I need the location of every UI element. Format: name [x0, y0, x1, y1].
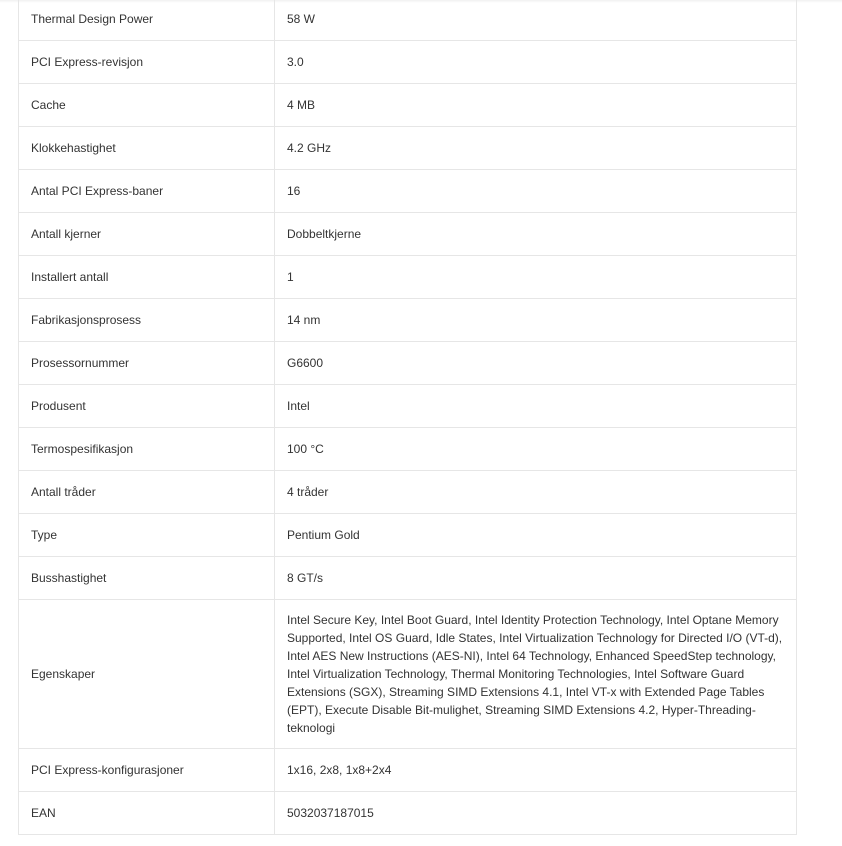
spec-value: 3.0	[275, 41, 797, 84]
spec-value: 4.2 GHz	[275, 127, 797, 170]
spec-label: Termospesifikasjon	[19, 428, 275, 471]
spec-row-ean	[19, 792, 797, 835]
spec-value: 1x16, 2x8, 1x8+2x4	[275, 749, 797, 792]
spec-row-processor-number	[19, 342, 797, 385]
spec-row-manufacturer	[19, 385, 797, 428]
spec-row-clock-speed	[19, 127, 797, 170]
spec-value: Intel	[275, 385, 797, 428]
spec-row-features	[19, 600, 797, 749]
spec-label: Antall tråder	[19, 471, 275, 514]
spec-label: Produsent	[19, 385, 275, 428]
spec-row-pci-express-revision	[19, 41, 797, 84]
spec-row-pci-express-configurations	[19, 749, 797, 792]
spec-value: 5032037187015	[275, 792, 797, 835]
spec-label: Cache	[19, 84, 275, 127]
spec-value: Intel Secure Key, Intel Boot Guard, Intel Identity Protection Technology, Intel Optane Memory Supported, Intel OS Guard, Idle States, Intel Virtualization Technology for Directed I/O (VT-d), Intel AES New Instructions (AES-NI), Intel 64 Technology, Enhanced SpeedStep technology, Intel Virtualization Technology, Thermal Monitoring Technologies, Intel Software Guard Extensions (SGX), Streaming SIMD Extensions 4.1, Intel VT-x with Extended Page Tables (EPT), Execute Disable Bit-mulighet, Streaming SIMD Extensions 4.2, Hyper-Threading-teknologi	[275, 600, 797, 749]
spec-row-bus-speed	[19, 557, 797, 600]
spec-label: Egenskaper	[19, 600, 275, 749]
specifications-table	[18, 0, 797, 835]
spec-label: PCI Express-revisjon	[19, 41, 275, 84]
spec-row-threads	[19, 471, 797, 514]
spec-label: Antal PCI Express-baner	[19, 170, 275, 213]
spec-label: Busshastighet	[19, 557, 275, 600]
spec-value: 8 GT/s	[275, 557, 797, 600]
spec-row-cache	[19, 84, 797, 127]
spec-value: Pentium Gold	[275, 514, 797, 557]
spec-row-fabrication-process	[19, 299, 797, 342]
spec-label: Prosessornummer	[19, 342, 275, 385]
spec-label: Thermal Design Power	[19, 0, 275, 41]
spec-row-installed-count	[19, 256, 797, 299]
spec-value: 4 tråder	[275, 471, 797, 514]
spec-row-type	[19, 514, 797, 557]
spec-label: Fabrikasjonsprosess	[19, 299, 275, 342]
spec-value: Dobbeltkjerne	[275, 213, 797, 256]
spec-value: G6600	[275, 342, 797, 385]
spec-label: Klokkehastighet	[19, 127, 275, 170]
spec-row-thermal-design-power	[19, 0, 797, 41]
spec-row-thermal-spec	[19, 428, 797, 471]
spec-label: PCI Express-konfigurasjoner	[19, 749, 275, 792]
spec-value: 16	[275, 170, 797, 213]
spec-value: 14 nm	[275, 299, 797, 342]
spec-label: EAN	[19, 792, 275, 835]
spec-label: Antall kjerner	[19, 213, 275, 256]
spec-value: 100 °C	[275, 428, 797, 471]
spec-label: Installert antall	[19, 256, 275, 299]
spec-row-cores	[19, 213, 797, 256]
spec-label: Type	[19, 514, 275, 557]
spec-value: 4 MB	[275, 84, 797, 127]
spec-value: 58 W	[275, 0, 797, 41]
spec-row-pci-express-lanes	[19, 170, 797, 213]
spec-value: 1	[275, 256, 797, 299]
